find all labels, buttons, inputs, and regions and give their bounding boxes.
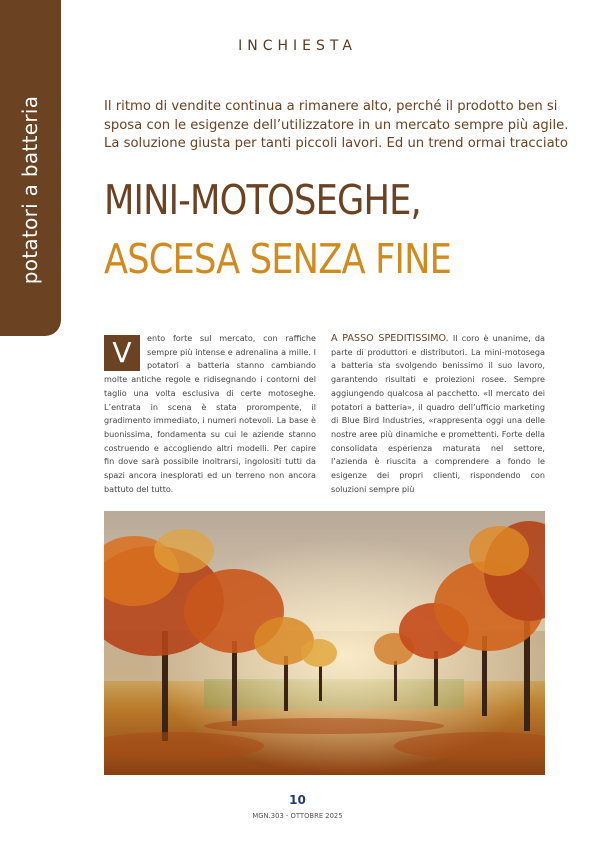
column-2-subhead: A PASSO SPEDITISSIMO. bbox=[331, 333, 449, 344]
issue-info: MGN.303 - OTTOBRE 2025 bbox=[252, 812, 343, 820]
page-number: 10 bbox=[289, 793, 306, 807]
drop-cap: V bbox=[104, 335, 140, 371]
article-column-1 bbox=[104, 332, 316, 496]
side-tab-label: potatori a batteria bbox=[18, 95, 42, 285]
section-label: INCHIESTA bbox=[238, 38, 357, 54]
article-lead: Il ritmo di vendite continua a rimanere alto, perché il prodotto ben si sposa con le esigenze dell’utilizzatore in un mercato sempre più agile. La soluzione giusta per tanti piccoli lavori. Ed un trend ormai tracciato bbox=[104, 99, 569, 151]
orchard-photo bbox=[104, 511, 545, 775]
article-column-2 bbox=[331, 332, 545, 496]
column-1-text: ento forte sul mercato, con raffiche sempre più intense e adrenalina a mille. I potatori a batteria stanno cambiando molte antiche regole e ridisegnando i contorni del taglio una volta esclusiva di certe motoseghe. L’entrata in scena è stata prorompente, il gradimento immediato, i numeri notevoli. La base è buonissima, fondamenta su cui le aziende stanno costruendo e accogliendo altri modelli. Per capire fin dove sarà possibile inoltrarsi, ingolositi tutti da spazi ancora inesplorati ed un terreno non ancora battuto del tutto. bbox=[104, 333, 316, 494]
article-title-line2: ASCESA SENZA FINE bbox=[104, 235, 452, 283]
article-title-line1: MINI-MOTOSEGHE, bbox=[104, 176, 421, 224]
column-2-text: Il coro è unanime, da parte di produttori e distributori. La mini-motosega a batteria sta svolgendo benissimo il suo lavoro, garantendo risultati e proiezioni rosee. Sempre aggiungendo qualcosa al pacchetto. «Il mercato dei potatori a batteria», il quadro dell’ufficio marketing di Blue Bird Industries, «rappresenta oggi una delle nostre aree più dinamiche e promettenti. Forte della consolidata esperienza maturata nel settore, l’azienda è riuscita a comprendere a fondo le esigenze dei propri clienti, rispondendo con soluzioni sempre più bbox=[331, 333, 545, 494]
